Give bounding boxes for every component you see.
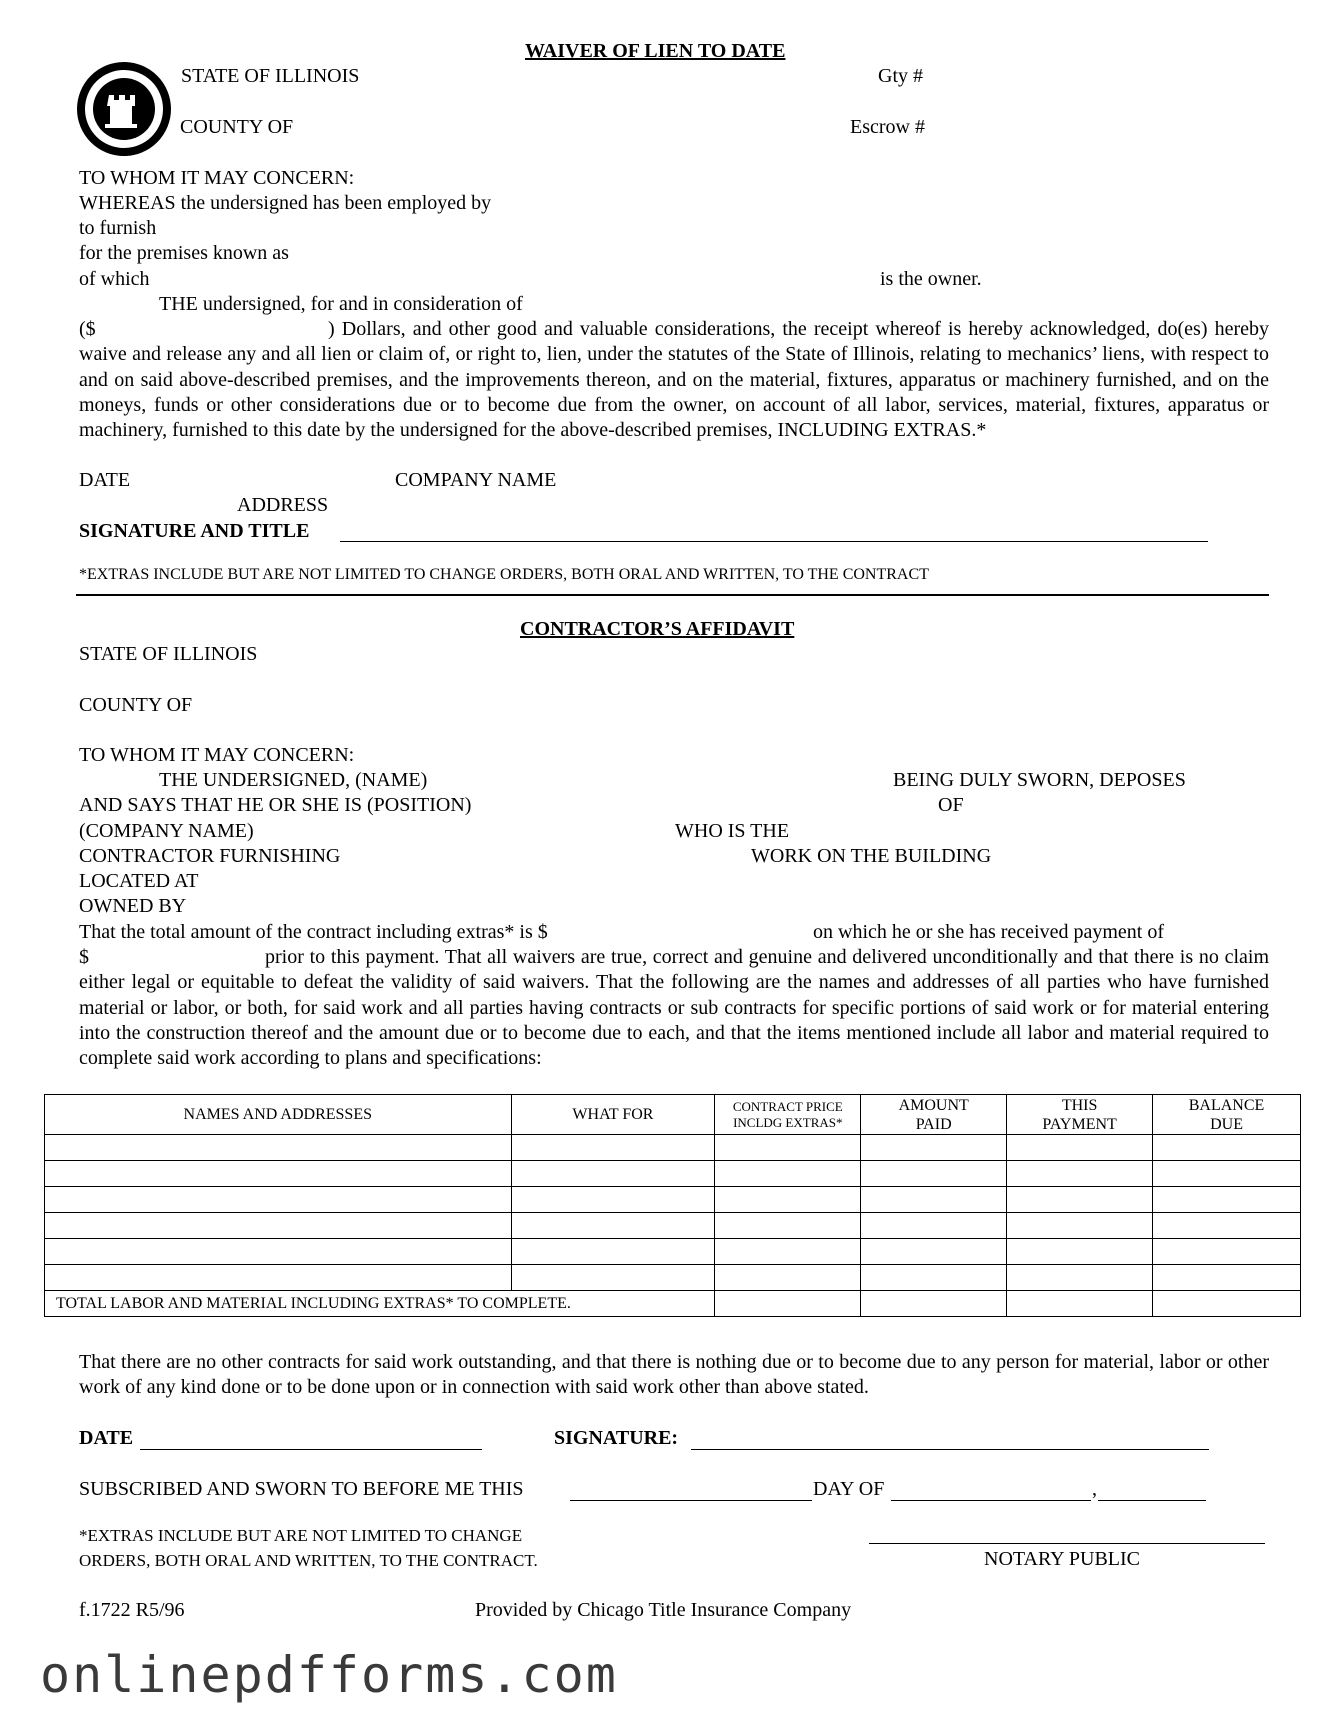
affidavit-signature-line[interactable] <box>691 1449 1209 1450</box>
escrow-label: Escrow # <box>850 116 925 138</box>
chicago-title-logo <box>76 61 172 157</box>
cell[interactable] <box>1153 1265 1301 1291</box>
cell[interactable] <box>1007 1135 1153 1161</box>
affidavit-dollar: $ <box>79 946 89 968</box>
day-of-label: DAY OF <box>813 1478 885 1500</box>
waiver-extras-note: *EXTRAS INCLUDE BUT ARE NOT LIMITED TO CHANGE ORDERS, BOTH ORAL AND WRITTEN, TO THE CONTRACT <box>79 566 929 583</box>
total-contract-cell[interactable] <box>715 1291 861 1317</box>
affidavit-total-contract: That the total amount of the contract including extras* is $ <box>79 921 548 943</box>
subscribed-label: SUBSCRIBED AND SWORN TO BEFORE ME THIS <box>79 1478 524 1500</box>
total-this-payment-cell[interactable] <box>1007 1291 1153 1317</box>
col-amount-paid-line2: PAID <box>915 1115 952 1133</box>
cell[interactable] <box>1153 1213 1301 1239</box>
affidavit-date-label: DATE <box>79 1427 134 1449</box>
cell[interactable] <box>715 1239 861 1265</box>
affidavit-work-on: WORK ON THE BUILDING <box>751 845 992 867</box>
affidavit-contractor: CONTRACTOR FURNISHING <box>79 845 341 867</box>
col-balance-due-line1: BALANCE <box>1188 1096 1265 1114</box>
affidavit-state: STATE OF ILLINOIS <box>79 643 258 665</box>
provided-by: Provided by Chicago Title Insurance Company <box>475 1599 852 1621</box>
affidavit-body <box>79 945 1269 1071</box>
cell[interactable] <box>715 1187 861 1213</box>
cell[interactable] <box>45 1135 512 1161</box>
cell[interactable] <box>511 1213 715 1239</box>
cell[interactable] <box>1007 1187 1153 1213</box>
waiver-address-label: ADDRESS <box>237 494 329 516</box>
notary-public-label: NOTARY PUBLIC <box>984 1548 1141 1570</box>
gty-label: Gty # <box>878 65 923 87</box>
cell[interactable] <box>1007 1239 1153 1265</box>
col-contract-price-line2: INCLDG EXTRAS* <box>733 1114 843 1130</box>
waiver-county: COUNTY OF <box>180 116 294 138</box>
section-divider <box>76 594 1269 596</box>
year-line[interactable] <box>1098 1500 1206 1501</box>
cell[interactable] <box>1007 1161 1153 1187</box>
cell[interactable] <box>511 1135 715 1161</box>
affidavit-says-position: AND SAYS THAT HE OR SHE IS (POSITION) <box>79 794 472 816</box>
affidavit-company-name: (COMPANY NAME) <box>79 820 254 842</box>
day-of-month-line[interactable] <box>891 1500 1091 1501</box>
notary-line[interactable] <box>869 1543 1265 1544</box>
cell[interactable] <box>1153 1161 1301 1187</box>
waiver-to-whom: TO WHOM IT MAY CONCERN: <box>79 167 355 189</box>
col-balance-due-line2: DUE <box>1210 1115 1243 1133</box>
affidavit-no-other <box>79 1350 1269 1401</box>
cell[interactable] <box>861 1135 1007 1161</box>
cell[interactable] <box>861 1161 1007 1187</box>
affidavit-who-is: WHO IS THE <box>675 820 790 842</box>
table-row[interactable] <box>45 1135 1301 1161</box>
cell[interactable] <box>511 1239 715 1265</box>
col-names-addresses: NAMES AND ADDRESSES <box>45 1095 512 1135</box>
col-contract-price-line1: CONTRACT PRICE <box>732 1098 843 1114</box>
waiver-title: WAIVER OF LIEN TO DATE <box>525 40 786 62</box>
affidavit-to-whom: TO WHOM IT MAY CONCERN: <box>79 744 355 766</box>
waiver-body-text: ) Dollars, and other good and valuable considerations, the receipt whereof is hereby acknowledged, do(es) hereby waive and release any and all lien or claim of, or right to, lien, under the statutes of the State of Illinois, relating to mechanics’ liens, with respect to and on said above-described premises, and the improvements thereon, and on the material, fixtures, apparatus or machinery furnished, and on the moneys, funds or other considerations due or to become due from the owner, on account of all labor, services, material, fixtures, apparatus or machinery, furnished to this date by the undersigned for the above-described premises, INCLUDING EXTRAS.* <box>79 318 1269 442</box>
affidavit-title: CONTRACTOR’S AFFIDAVIT <box>520 618 795 640</box>
waiver-premises: for the premises known as <box>79 242 289 264</box>
table-row[interactable] <box>45 1265 1301 1291</box>
waiver-date-label: DATE <box>79 469 131 491</box>
cell[interactable] <box>511 1187 715 1213</box>
col-balance-due <box>1153 1095 1301 1135</box>
total-paid-cell[interactable] <box>861 1291 1007 1317</box>
affidavit-being-sworn: BEING DULY SWORN, DEPOSES <box>893 769 1186 791</box>
cell[interactable] <box>1153 1135 1301 1161</box>
waiver-consideration: THE undersigned, for and in consideration of <box>159 293 523 315</box>
total-label: TOTAL LABOR AND MATERIAL INCLUDING EXTRAS* TO COMPLETE. <box>45 1291 715 1317</box>
affidavit-county: COUNTY OF <box>79 694 193 716</box>
col-amount-paid-line1: AMOUNT <box>898 1096 969 1114</box>
waiver-to-furnish: to furnish <box>79 217 157 239</box>
affidavit-no-other-text: That there are no other contracts for said work outstanding, and that there is nothing due or to become due to any person for material, labor or other work of any kind done or to be done upon or in connection with said work other than above stated. <box>79 1351 1269 1399</box>
cell[interactable] <box>45 1161 512 1187</box>
waiver-is-owner: is the owner. <box>880 268 982 290</box>
waiver-signature-label: SIGNATURE AND TITLE <box>79 520 310 542</box>
cell[interactable] <box>715 1265 861 1291</box>
table-row[interactable] <box>45 1161 1301 1187</box>
affidavit-body-text: prior to this payment. That all waivers are true, correct and genuine and delivered unconditionally and that there is no claim either legal or equitable to defeat the validity of said waivers. That the following are the names and addresses of all parties who have furnished material or labor, or both, for said work and all parties having contracts or sub contracts for specific portions of said work or for material entering into the construction thereof and the amount due or to become due to each, and that the items mentioned include all labor and material required to complete said work according to plans and specifications: <box>79 946 1269 1070</box>
affidavit-extras-note-1: *EXTRAS INCLUDE BUT ARE NOT LIMITED TO CHANGE <box>79 1526 523 1545</box>
subscribed-day-line[interactable] <box>570 1500 812 1501</box>
table-row[interactable] <box>45 1187 1301 1213</box>
cell[interactable] <box>861 1265 1007 1291</box>
cell[interactable] <box>1153 1239 1301 1265</box>
cell[interactable] <box>861 1239 1007 1265</box>
cell[interactable] <box>45 1239 512 1265</box>
table-row[interactable] <box>45 1213 1301 1239</box>
table-total-row <box>45 1291 1301 1317</box>
total-balance-cell[interactable] <box>1153 1291 1301 1317</box>
affidavit-extras-note-2: ORDERS, BOTH ORAL AND WRITTEN, TO THE CONTRACT. <box>79 1551 538 1570</box>
cell[interactable] <box>715 1161 861 1187</box>
col-amount-paid <box>861 1095 1007 1135</box>
affidavit-received: on which he or she has received payment of <box>813 921 1164 943</box>
waiver-whereas: WHEREAS the undersigned has been employed by <box>79 192 492 214</box>
table-row[interactable] <box>45 1239 1301 1265</box>
affidavit-of: OF <box>938 794 964 816</box>
waiver-body <box>79 317 1269 443</box>
cell[interactable] <box>715 1213 861 1239</box>
cell[interactable] <box>715 1135 861 1161</box>
waiver-of-which: of which <box>79 268 150 290</box>
cell[interactable] <box>1007 1213 1153 1239</box>
cell[interactable] <box>1153 1187 1301 1213</box>
cell[interactable] <box>1007 1265 1153 1291</box>
cell[interactable] <box>511 1265 715 1291</box>
form-id: f.1722 R5/96 <box>79 1599 185 1621</box>
cell[interactable] <box>861 1213 1007 1239</box>
payees-table <box>44 1094 1301 1317</box>
watermark-text: onlinepdfforms.com <box>40 1646 618 1704</box>
col-this-payment-line1: THIS <box>1061 1096 1098 1114</box>
waiver-signature-line[interactable] <box>340 541 1208 542</box>
col-contract-price <box>715 1095 861 1135</box>
cell[interactable] <box>511 1161 715 1187</box>
cell[interactable] <box>45 1187 512 1213</box>
col-this-payment-line2: PAYMENT <box>1042 1115 1117 1133</box>
waiver-dollar-open: ($ <box>79 318 96 340</box>
waiver-state: STATE OF ILLINOIS <box>181 65 360 87</box>
affidavit-undersigned: THE UNDERSIGNED, (NAME) <box>159 769 428 791</box>
col-what-for: WHAT FOR <box>511 1095 715 1135</box>
table-header-row <box>45 1095 1301 1135</box>
affidavit-located: LOCATED AT <box>79 870 199 892</box>
affidavit-date-line[interactable] <box>140 1449 482 1450</box>
col-this-payment <box>1007 1095 1153 1135</box>
cell[interactable] <box>45 1213 512 1239</box>
comma: , <box>1092 1478 1097 1500</box>
cell[interactable] <box>861 1187 1007 1213</box>
affidavit-signature-label: SIGNATURE: <box>554 1427 679 1449</box>
waiver-company-name-label: COMPANY NAME <box>395 469 557 491</box>
affidavit-owned: OWNED BY <box>79 895 187 917</box>
cell[interactable] <box>45 1265 512 1291</box>
